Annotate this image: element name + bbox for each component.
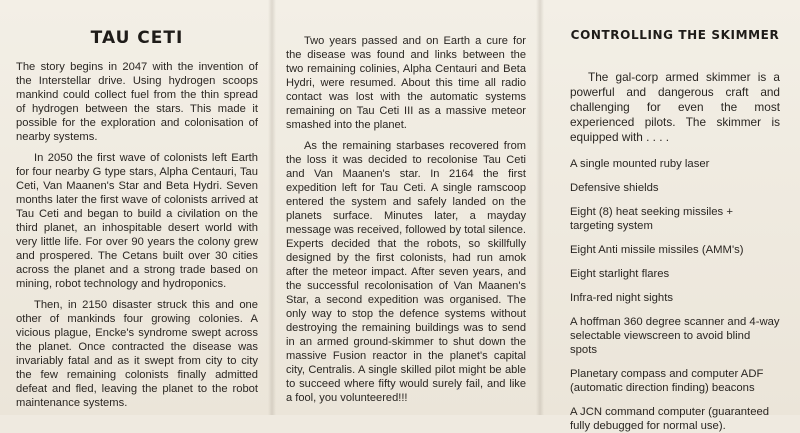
equipment-list	[570, 157, 780, 433]
story-paragraph: The story begins in 2047 with the invention of the Interstellar drive. Using hydrogen scoops mankind could collect fuel from the thin spread of hydrogen between the stars. This made it possible for the exploration and colonisation of nearby systems.	[16, 61, 258, 143]
story-paragraph: Then, in 2150 disaster struck this and one other of mankinds four growing colonies. A vicious plague, Encke's syndrome swept across the planet. Once contracted the disease was invariably fatal and as it swept from city to city the few remaining colonists finally admitted defeat and fled, leaving the planet to the robot maintenance systems.	[16, 299, 258, 409]
controls-column	[540, 0, 800, 432]
equipment-item: A single mounted ruby laser	[570, 158, 710, 170]
equipment-item: Infra-red night sights	[570, 292, 673, 304]
story-column-2	[272, 0, 540, 415]
story-paragraph: As the remaining starbases recovered from the loss it was decided to recolonise Tau Ceti and Van Maanen's star. In 2164 the first expedition left for Tau Ceti. A single ramscoop entered the system and safely landed on the planets surface. Minutes later, a mayday message was received, followed by total silence. Experts decided that the robots, so skillfully designed by the first colonists, had run amok after the meteor impact. After seven years, and the successful recolonisation of Van Maanen's Star, a second expedition was organised. The only way to stop the defence systems without destroying the remaining buildings was to send in an armed ground-skimmer to shut down the massive Fusion reactor in the planet's capital city, Centralis. A single skilled pilot might be able to succeed where fifty would surely fail, and like a fool, you volunteered!!!	[286, 140, 526, 404]
equipment-item: A hoffman 360 degree scanner and 4-way selectable viewscreen to avoid blind spots	[570, 316, 780, 356]
story-paragraph: Two years passed and on Earth a cure for the disease was found and links between the two remaining colinies, Alpha Centauri and Beta Hydri, were resumed. About this time all radio contact was lost with the automatic systems remaining on Tau Ceti III as a massive meteor smashed into the planet.	[286, 35, 526, 131]
story-paragraph: In 2050 the first wave of colonists left Earth for four nearby G type stars, Alpha Centauri, Tau Ceti, Van Maanen's Star and Beta Hydri. Seven months later the first wave of colonists arrived at Tau Ceti and began to build a civilation on the third planet, an inhospitable desert world with very little life. For over 90 years the colony grew and prospered. The Cetans built over 30 cities across the planet and a strong trade based on mining, robot technology and hydroponics.	[16, 152, 258, 290]
section-title: CONTROLLING THE SKIMMER	[570, 28, 780, 42]
equipment-item: Eight (8) heat seeking missiles + targeting system	[570, 206, 733, 232]
equipment-item: Planetary compass and computer ADF (automatic direction finding) beacons	[570, 368, 764, 394]
intro-paragraph: The gal-corp armed skimmer is a powerful and dangerous craft and challenging for even the most experienced pilots. The skimmer is equipped with . . . .	[570, 70, 780, 144]
page-title: TAU CETI	[90, 28, 184, 48]
equipment-item: Eight Anti missile missiles (AMM's)	[570, 244, 744, 256]
equipment-item: A JCN command computer (guaranteed fully debugged for normal use).	[570, 406, 770, 432]
equipment-item: Defensive shields	[570, 182, 659, 194]
story-column-1	[0, 0, 272, 415]
equipment-item: Eight starlight flares	[570, 268, 670, 280]
